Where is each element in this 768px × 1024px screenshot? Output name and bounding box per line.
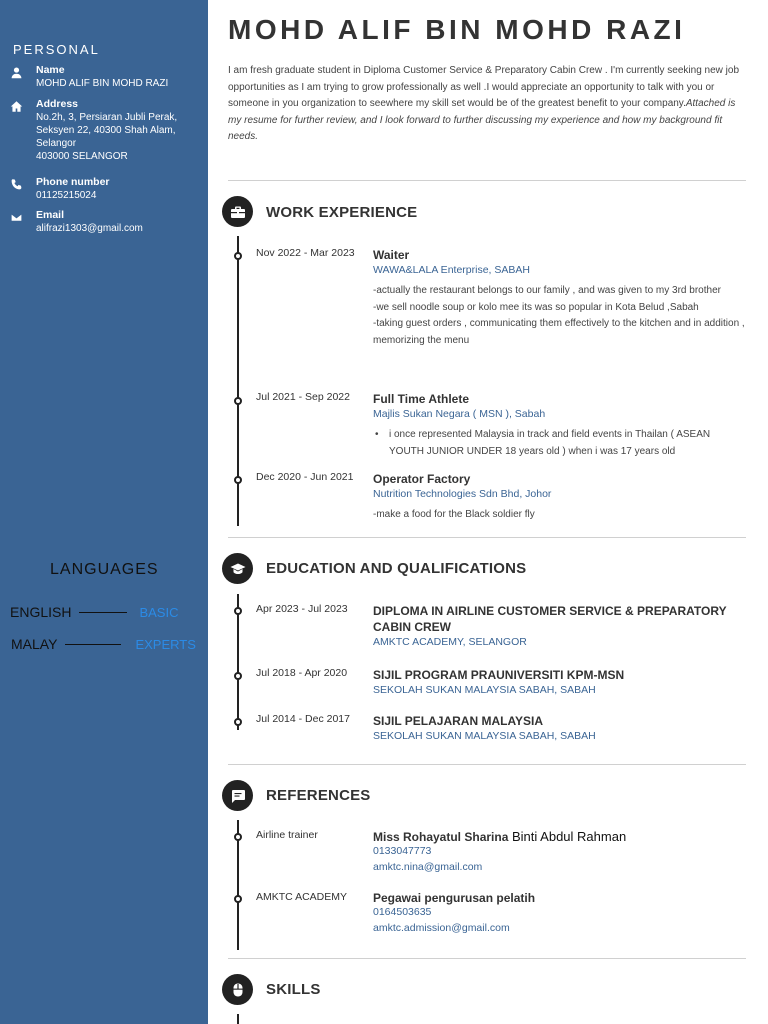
language-divider — [79, 612, 127, 613]
section-title-skills: SKILLS — [266, 981, 321, 998]
address-line: No.2h, 3, Persiaran Jubli Perak, — [36, 112, 178, 123]
sidebar — [0, 0, 208, 1024]
reference-name — [373, 891, 745, 905]
entry-date: Jul 2021 - Sep 2022 — [256, 391, 350, 403]
reference-name — [373, 829, 745, 844]
language-name: MALAY — [11, 636, 58, 652]
chat-bubble-icon — [222, 780, 253, 811]
timeline-dot — [234, 607, 242, 615]
language-item — [11, 636, 196, 652]
entry-date: Nov 2022 - Mar 2023 — [256, 247, 355, 259]
summary-italic-text: Attached is my resume for further review, and I look forward to further discussing my experience and how my background fit needs. — [228, 98, 736, 142]
timeline-dot — [234, 833, 242, 841]
entry-role: SIJIL PROGRAM PRAUNIVERSITI KPM-MSN — [373, 668, 625, 682]
entry-role: Waiter — [373, 248, 410, 262]
description-line: -taking guest orders , communicating them effectively to the kitchen and in addition , memorizing the menu — [373, 318, 745, 346]
section-title-references: REFERENCES — [266, 787, 371, 804]
entry-role: Operator Factory — [373, 472, 471, 486]
reference-label: Airline trainer — [256, 829, 318, 841]
page-title: MOHD ALIF BIN MOHD RAZI — [228, 14, 686, 45]
home-icon — [10, 98, 36, 163]
timeline-dot — [234, 476, 242, 484]
email-value[interactable]: alifrazi1303@gmail.com — [36, 223, 143, 234]
language-name: ENGLISH — [10, 604, 72, 620]
phone-icon — [10, 176, 36, 202]
description-line: -we sell noodle soup or kolo mee its was so popular in Kota Belud ,Sabah — [373, 301, 699, 313]
entry-role: SIJIL PELAJARAN MALAYSIA — [373, 714, 544, 728]
reference-email[interactable]: amktc.nina@gmail.com — [373, 860, 483, 873]
personal-heading: PERSONAL — [13, 42, 100, 57]
description-bullet: • i once represented Malaysia in track and field events in Thailan ( ASEAN YOUTH JUNIOR UNDER 18 years old ) when i was 17 years old — [389, 427, 745, 460]
address-line: Selangor — [36, 138, 77, 149]
email-label: Email — [36, 209, 65, 221]
section-title-work: WORK EXPERIENCE — [266, 204, 418, 221]
timeline-dot — [234, 672, 242, 680]
main-content — [208, 0, 768, 1024]
reference-label: AMKTC ACADEMY — [256, 891, 348, 903]
reference-email[interactable]: amktc.admission@gmail.com — [373, 921, 510, 934]
graduation-cap-icon — [222, 553, 253, 584]
section-divider — [228, 764, 746, 765]
address-label: Address — [36, 98, 79, 110]
language-item — [10, 604, 178, 620]
timeline-line — [237, 1014, 239, 1024]
address-line: 403000 SELANGOR — [36, 151, 128, 162]
entry-date: Jul 2018 - Apr 2020 — [256, 667, 348, 679]
summary-text: I am fresh graduate student in Diploma Customer Service & Preparatory Cabin Crew . I'm currently seeking new job opportunities as I am trying to grow professionally as well .I would appreciate an opportunity to talk with you or someone in you organization to seewhere my skill set would be of the greatest benefit to your company. — [228, 65, 740, 109]
entry-org: Majlis Sukan Negara ( MSN ), Sabah — [373, 408, 546, 420]
section-divider — [228, 537, 746, 538]
reference-name-bold: Pegawai pengurusan pelatih — [373, 891, 536, 905]
name-value: MOHD ALIF BIN MOHD RAZI — [36, 78, 169, 89]
entry-org: SEKOLAH SUKAN MALAYSIA SABAH, SABAH — [373, 684, 596, 696]
section-title-education: EDUCATION AND QUALIFICATIONS — [266, 560, 527, 577]
entry-role: DIPLOMA IN AIRLINE CUSTOMER SERVICE & PREPARATORY CABIN CREW — [373, 604, 727, 634]
entry-org: SEKOLAH SUKAN MALAYSIA SABAH, SABAH — [373, 730, 596, 742]
entry-date: Dec 2020 - Jun 2021 — [256, 471, 354, 483]
personal-email — [10, 209, 205, 235]
phone-label: Phone number — [36, 176, 110, 188]
person-icon — [10, 64, 36, 90]
entry-description — [373, 427, 745, 460]
entry-date: Jul 2014 - Dec 2017 — [256, 713, 350, 725]
profile-summary — [228, 63, 746, 146]
mail-icon — [10, 209, 36, 235]
entry-description — [373, 283, 745, 349]
languages-heading: LANGUAGES — [50, 561, 159, 578]
reference-phone[interactable]: 0164503635 — [373, 906, 432, 918]
entry-description — [373, 507, 745, 524]
personal-phone — [10, 176, 205, 202]
phone-value[interactable]: 01125215024 — [36, 190, 97, 201]
timeline-dot — [234, 895, 242, 903]
language-level: BASIC — [139, 604, 179, 620]
language-divider — [65, 644, 121, 645]
entry-org: Nutrition Technologies Sdn Bhd, Johor — [373, 488, 552, 500]
entry-org: AMKTC ACADEMY, SELANGOR — [373, 636, 527, 648]
entry-org: WAWA&LALA Enterprise, SABAH — [373, 264, 530, 276]
reference-name-bold: Miss Rohayatul Sharina — [373, 830, 509, 844]
language-level: EXPERTS — [135, 636, 196, 652]
mouse-icon — [222, 974, 253, 1005]
timeline-dot — [234, 252, 242, 260]
description-line: -make a food for the Black soldier fly — [373, 509, 535, 520]
name-label: Name — [36, 64, 65, 76]
section-divider — [228, 958, 746, 959]
personal-name — [10, 64, 205, 90]
timeline-dot — [234, 718, 242, 726]
reference-name-rest: Binti Abdul Rahman — [508, 829, 627, 844]
reference-phone[interactable]: 0133047773 — [373, 845, 432, 857]
personal-address — [10, 98, 205, 163]
section-divider — [228, 180, 746, 181]
timeline-dot — [234, 397, 242, 405]
description-line: -actually the restaurant belongs to our family , and was given to my 3rd brother — [373, 285, 721, 296]
entry-role: Full Time Athlete — [373, 392, 470, 406]
entry-date: Apr 2023 - Jul 2023 — [256, 603, 348, 615]
briefcase-icon — [222, 196, 253, 227]
address-line: Seksyen 22, 40300 Shah Alam, — [36, 125, 176, 136]
